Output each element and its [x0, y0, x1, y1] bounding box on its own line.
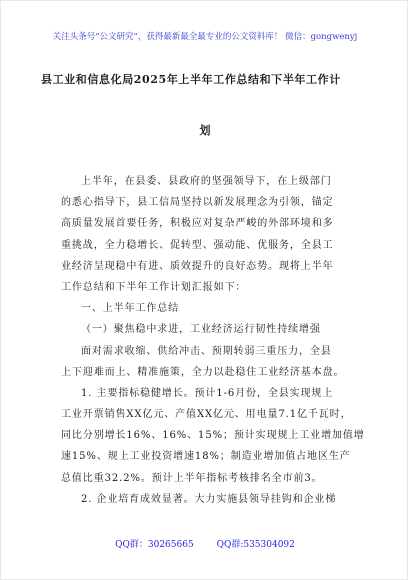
body-line: 2. 企业培育成效显著。大力实施县领导挂钩和企业梯	[81, 493, 337, 505]
body-line: 高质量发展首要任务，积极应对复杂严峻的外部环境和多	[61, 218, 334, 230]
header-notice: 关注头条号“公文研究”，获得最新最全最专业的公文资料库！ 微信：gongwenyj	[52, 32, 358, 42]
body-line: 面对需求收缩、供给冲击、预期转弱三重压力，全县	[81, 345, 332, 357]
body-line: 的悉心指导下，县工信局坚持以新发展理念为引领，锚定	[61, 197, 334, 209]
body-line: 工业开票销售XX亿元、产值XX亿元、用电量7.1亿千瓦时，	[61, 409, 352, 421]
document-title-continued: 划	[199, 124, 211, 137]
qq-group-2: QQ群:535304092	[216, 540, 295, 550]
body-line: 业经济呈现稳中有进、质效提升的良好态势。现将上半年	[61, 260, 334, 272]
body-line: 上下迎难而上、精准施策，全力以赴稳住工业经济基本盘。	[61, 366, 345, 378]
body-line: 重挑战，全力稳增长、促转型、强动能、优服务，全县工	[61, 239, 334, 251]
body-line: 工作总结和下半年工作计划汇报如下：	[61, 281, 247, 293]
qq-group-1: QQ群：30265665	[115, 540, 194, 550]
body-line: 速15%、规上工业投资增速18%；制造业增加值占地区生产	[61, 451, 351, 463]
body-line: 上半年，在县委、县政府的坚强领导下，在上级部门	[81, 176, 332, 187]
body-line: 同比分别增长16%、16%、15%；预计实现规上工业增加值增	[61, 430, 365, 442]
subsection-heading: （一）聚焦稳中求进，工业经济运行韧性持续增强	[81, 324, 321, 336]
document-title: 县工业和信息化局2025年上半年工作总结和下半年工作计	[41, 73, 341, 86]
section-heading: 一、上半年工作总结	[81, 303, 180, 315]
body-line: 1. 主要指标稳健增长。预计1-6月份，全县实现规上	[81, 387, 334, 399]
footer-qq-groups	[1, 537, 408, 550]
document-body	[61, 171, 365, 510]
body-line: 总值比重32.2%。预计上半年指标考核排名全市前3。	[61, 472, 323, 484]
